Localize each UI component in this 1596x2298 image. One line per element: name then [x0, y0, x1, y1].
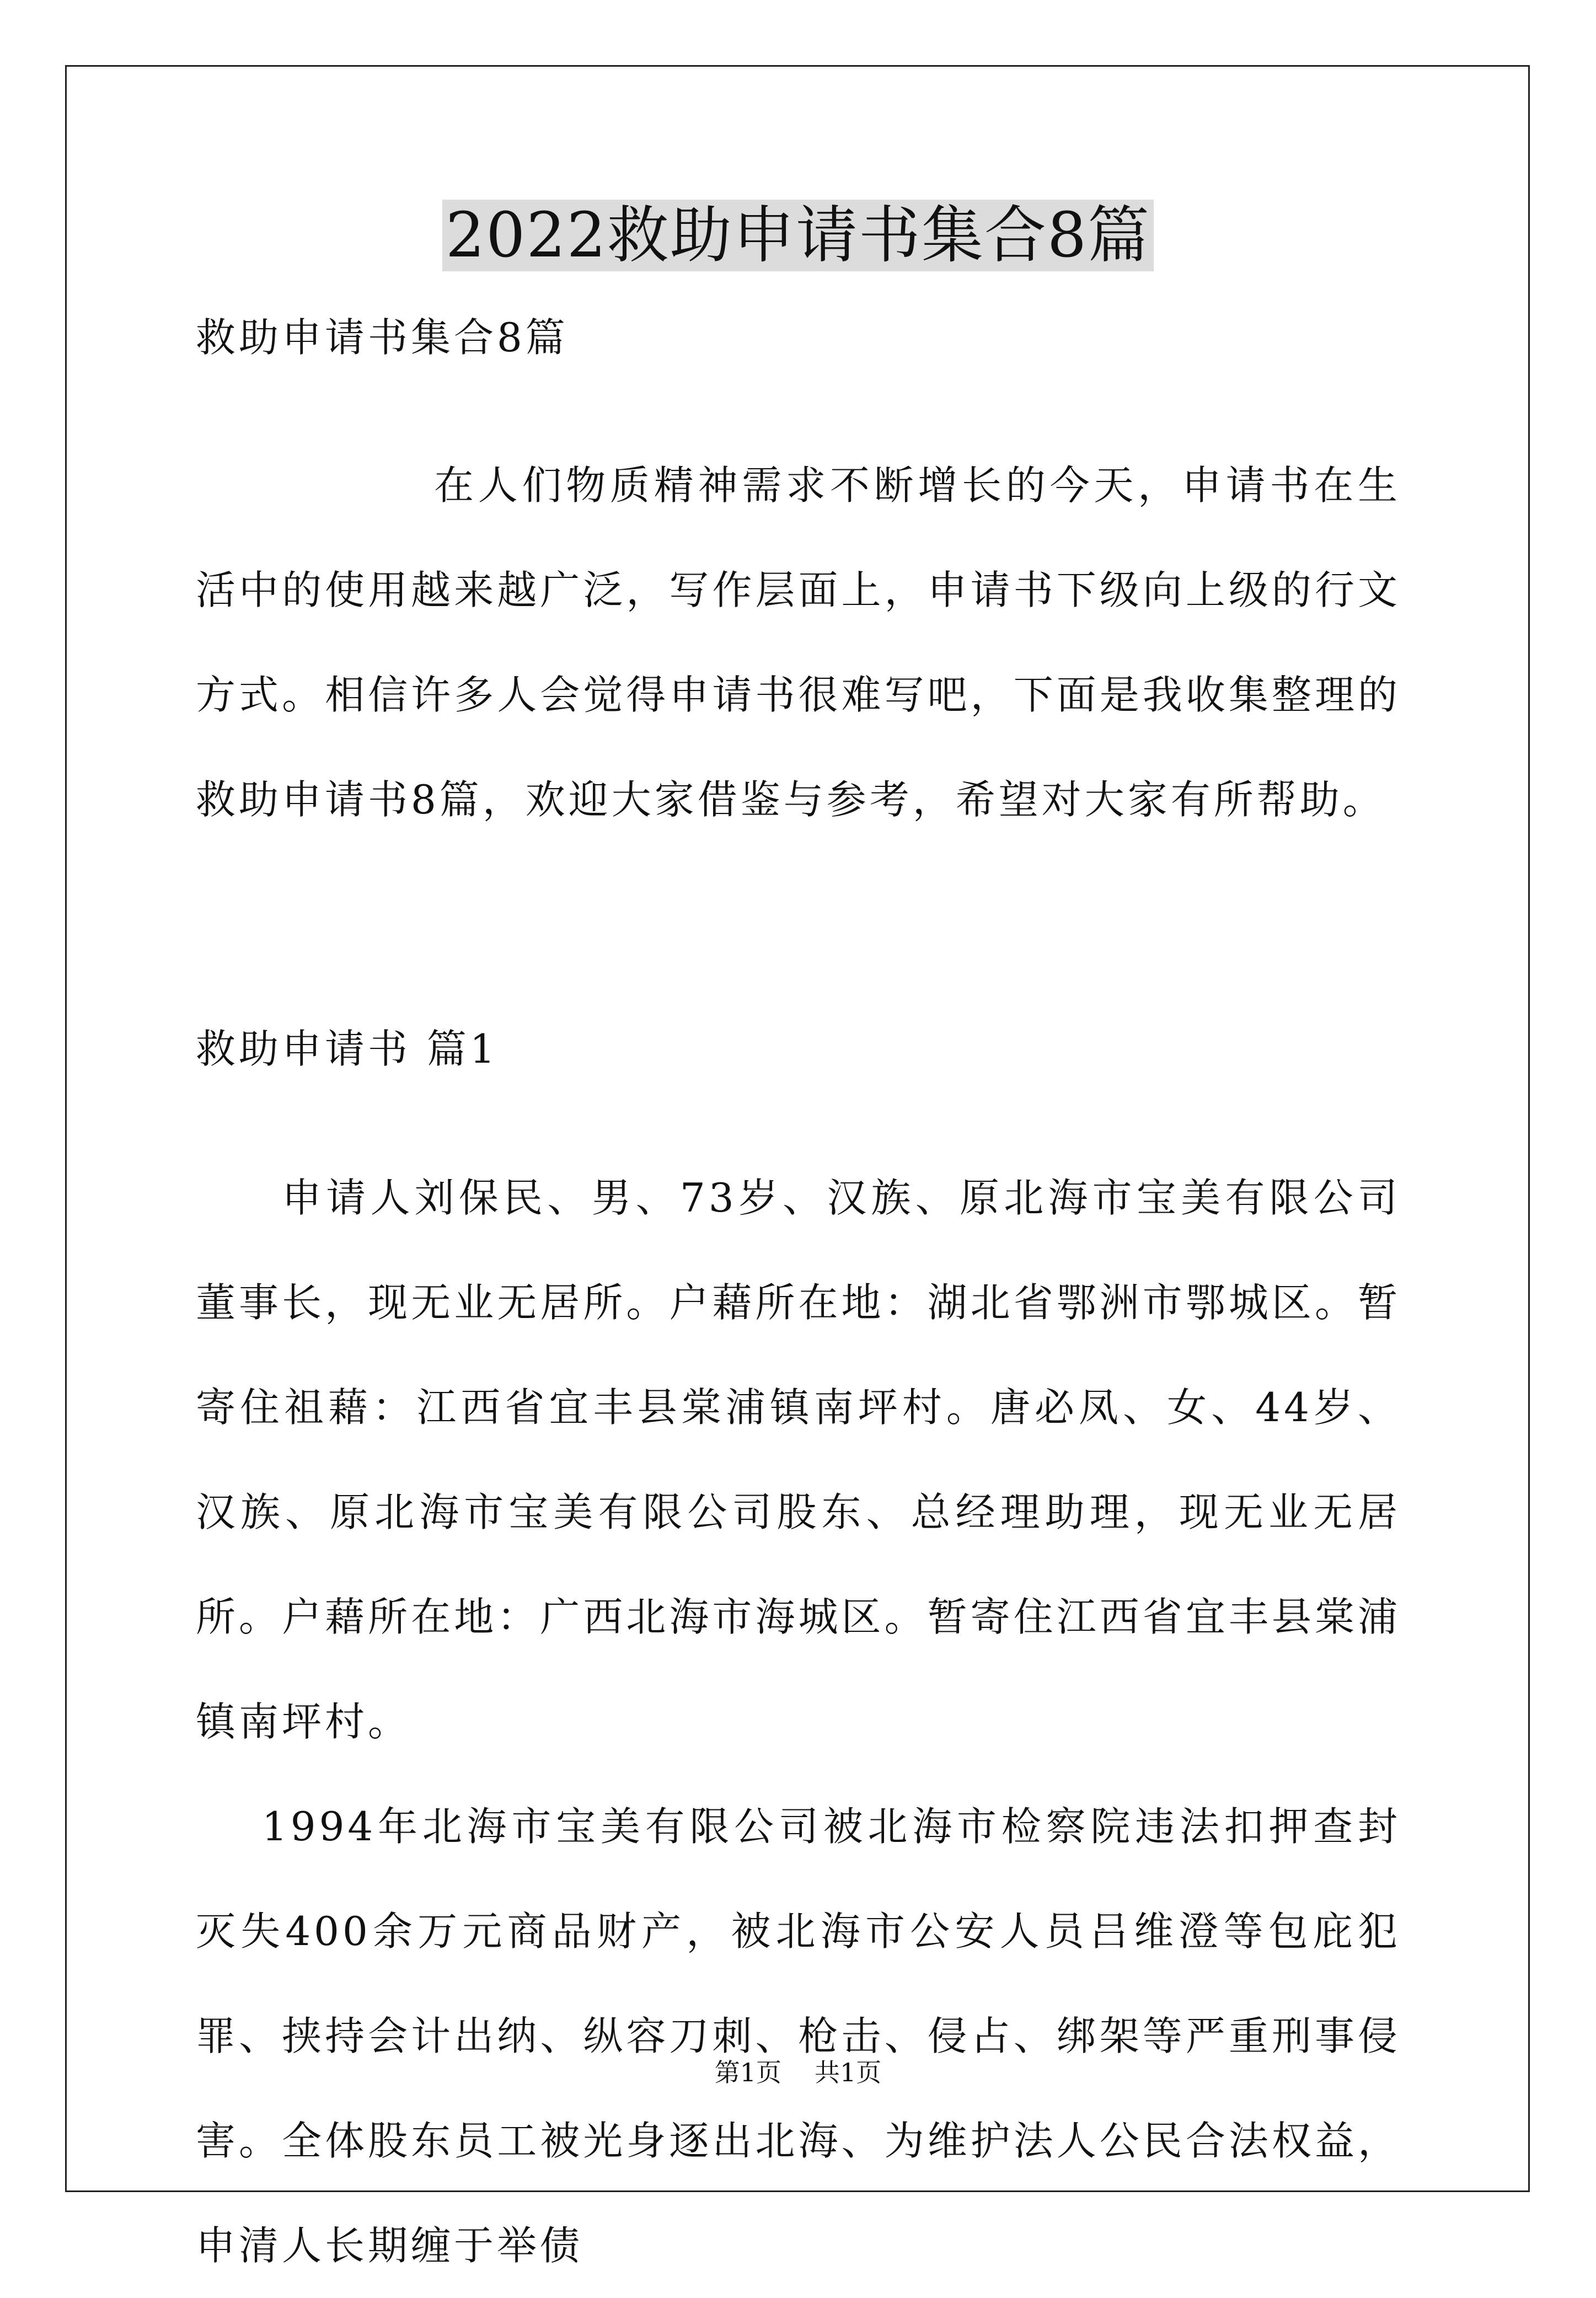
section-1-paragraph-2: 1994年北海市宝美有限公司被北海市检察院违法扣押查封灭失400余万元商品财产，被北海市公安人员吕维澄等包庇犯罪、挟持会计出纳、纵容刀刺、枪击、侵占、绑架等严重刑事侵害。全体股东员工被光身逐出北海、为维护法人公民合法权益，申清人长期缠于举债 [196, 1803, 1401, 2269]
section-1-body [196, 1145, 1401, 2298]
document-title [0, 194, 1596, 277]
section-1-heading-block [196, 1021, 1401, 1076]
page-number-current: 第1页 [714, 2058, 781, 2087]
intro-paragraph: 在人们物质精神需求不断增长的今天，申请书在生活中的使用越来越广泛，写作层面上，申请书下级向上级的行文方式。相信许多人会觉得申请书很难写吧，下面是我收集整理的救助申请书8篇，欢迎大家借鉴与参考，希望对大家有所帮助。 [196, 462, 1401, 823]
document-subtitle [196, 310, 1401, 365]
section-1-paragraph-1: 申请人刘保民、男、73岁、汉族、原北海市宝美有限公司董事长，现无业无居所。户藉所在地：湖北省鄂洲市鄂城区。暂寄住祖藉：江西省宜丰县棠浦镇南坪村。唐必凤、女、44岁、汉族、原北海市宝美有限公司股东、总经理助理，现无业无居所。户藉所在地：广西北海市海城区。暂寄住江西省宜丰县棠浦镇南坪村。 [196, 1175, 1401, 1745]
page-number-total: 共1页 [815, 2058, 882, 2087]
page-footer [0, 2056, 1596, 2089]
section-1-heading: 救助申请书 篇1 [196, 1026, 499, 1072]
subtitle-text: 救助申请书集合8篇 [196, 314, 569, 361]
intro-paragraph-block [196, 433, 1401, 852]
document-title-text: 2022救助申请书集合8篇 [442, 200, 1154, 271]
